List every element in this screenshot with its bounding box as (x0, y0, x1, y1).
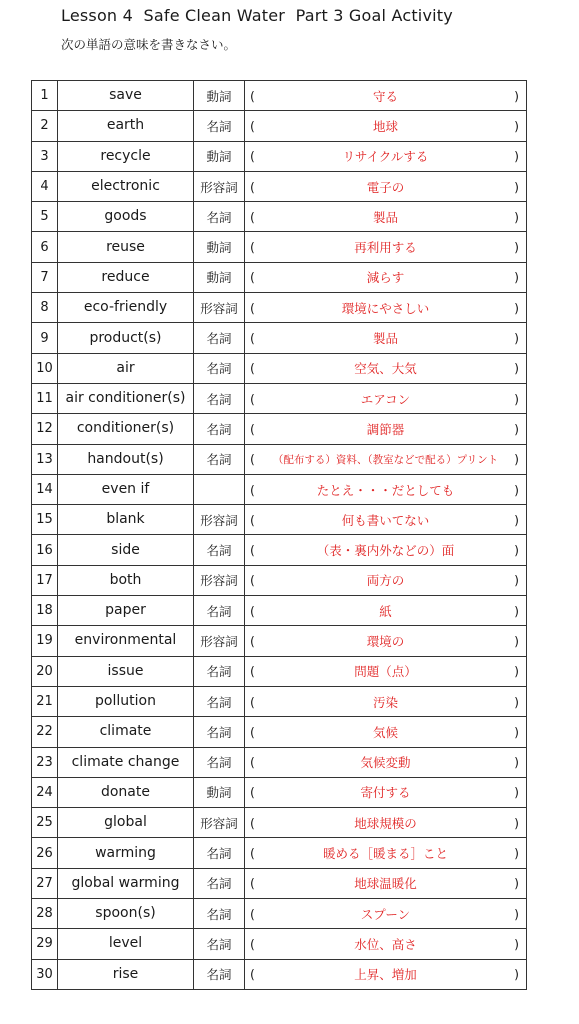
open-paren: ( (250, 360, 255, 376)
part-of-speech: 形容詞 (194, 626, 245, 656)
open-paren: ( (250, 451, 255, 467)
english-word: both (58, 565, 194, 595)
english-word: climate (58, 717, 194, 747)
open-paren: ( (250, 603, 255, 619)
meaning-cell (245, 414, 527, 444)
meaning-cell (245, 111, 527, 141)
open-paren: ( (250, 875, 255, 891)
open-paren: ( (250, 179, 255, 195)
english-word: conditioner(s) (58, 414, 194, 444)
japanese-meaning: 地球 (372, 118, 398, 134)
part-of-speech: 形容詞 (194, 171, 245, 201)
japanese-meaning: 守る (372, 88, 398, 104)
english-word: rise (58, 959, 194, 989)
part-of-speech: 形容詞 (194, 505, 245, 535)
part-of-speech: 名詞 (194, 717, 245, 747)
row-number: 30 (32, 959, 58, 989)
close-paren: ) (514, 845, 519, 861)
japanese-meaning: 両方の (366, 573, 405, 589)
table-row (32, 444, 527, 474)
english-word: reduce (58, 262, 194, 292)
table-row (32, 929, 527, 959)
english-word: air conditioner(s) (58, 383, 194, 413)
table-row (32, 353, 527, 383)
japanese-meaning: 汚染 (372, 694, 398, 710)
part-of-speech: 名詞 (194, 353, 245, 383)
table-row (32, 686, 527, 716)
english-word: reuse (58, 232, 194, 262)
row-number: 24 (32, 777, 58, 807)
open-paren: ( (250, 209, 255, 225)
part-of-speech: 形容詞 (194, 565, 245, 595)
close-paren: ) (514, 360, 519, 376)
table-row (32, 262, 527, 292)
english-word: product(s) (58, 323, 194, 353)
english-word: pollution (58, 686, 194, 716)
english-word: eco-friendly (58, 293, 194, 323)
english-word: save (58, 81, 194, 111)
table-row (32, 535, 527, 565)
meaning-cell (245, 868, 527, 898)
close-paren: ) (514, 512, 519, 528)
open-paren: ( (250, 966, 255, 982)
vocabulary-table (31, 80, 527, 990)
japanese-meaning: 空気、大気 (354, 361, 417, 377)
table-row (32, 323, 527, 353)
close-paren: ) (514, 300, 519, 316)
part-of-speech (194, 474, 245, 504)
japanese-meaning: （表・裏内外などの）面 (316, 543, 455, 559)
close-paren: ) (514, 88, 519, 104)
open-paren: ( (250, 482, 255, 497)
english-word: electronic (58, 171, 194, 201)
open-paren: ( (250, 512, 255, 528)
open-paren: ( (250, 754, 255, 770)
open-paren: ( (250, 815, 255, 831)
open-paren: ( (250, 148, 255, 164)
close-paren: ) (514, 209, 519, 225)
close-paren: ) (514, 906, 519, 922)
close-paren: ) (514, 330, 519, 346)
table-row (32, 141, 527, 171)
close-paren: ) (514, 179, 519, 195)
close-paren: ) (514, 572, 519, 588)
row-number: 9 (32, 323, 58, 353)
table-row (32, 202, 527, 232)
japanese-meaning: （配布する）資料、（教室などで配る）プリント (272, 454, 499, 467)
row-number: 8 (32, 293, 58, 323)
english-word: even if (58, 474, 194, 504)
english-word: level (58, 929, 194, 959)
meaning-cell (245, 505, 527, 535)
row-number: 16 (32, 535, 58, 565)
english-word: environmental (58, 626, 194, 656)
row-number: 19 (32, 626, 58, 656)
english-word: global warming (58, 868, 194, 898)
meaning-cell (245, 959, 527, 989)
meaning-cell (245, 717, 527, 747)
open-paren: ( (250, 118, 255, 134)
open-paren: ( (250, 724, 255, 740)
row-number: 3 (32, 141, 58, 171)
japanese-meaning: エアコン (360, 391, 411, 407)
meaning-cell (245, 899, 527, 929)
close-paren: ) (514, 966, 519, 982)
english-word: handout(s) (58, 444, 194, 474)
row-number: 23 (32, 747, 58, 777)
open-paren: ( (250, 936, 255, 952)
meaning-cell (245, 353, 527, 383)
open-paren: ( (250, 239, 255, 255)
open-paren: ( (250, 784, 255, 800)
open-paren: ( (250, 694, 255, 710)
meaning-cell (245, 929, 527, 959)
row-number: 7 (32, 262, 58, 292)
meaning-cell (245, 171, 527, 201)
table-row (32, 81, 527, 111)
table-row (32, 717, 527, 747)
part-of-speech: 名詞 (194, 596, 245, 626)
part-of-speech: 形容詞 (194, 293, 245, 323)
english-word: air (58, 353, 194, 383)
english-word: issue (58, 656, 194, 686)
meaning-cell (245, 747, 527, 777)
row-number: 12 (32, 414, 58, 444)
table-row (32, 474, 527, 504)
row-number: 28 (32, 899, 58, 929)
english-word: donate (58, 777, 194, 807)
meaning-cell (245, 686, 527, 716)
meaning-cell (245, 565, 527, 595)
close-paren: ) (514, 633, 519, 649)
part-of-speech: 名詞 (194, 899, 245, 929)
japanese-meaning: たとえ・・・だとしても (316, 482, 455, 498)
open-paren: ( (250, 845, 255, 861)
japanese-meaning: 紙 (379, 603, 392, 619)
part-of-speech: 動詞 (194, 141, 245, 171)
close-paren: ) (514, 694, 519, 710)
row-number: 15 (32, 505, 58, 535)
part-of-speech: 名詞 (194, 686, 245, 716)
part-of-speech: 名詞 (194, 323, 245, 353)
row-number: 14 (32, 474, 58, 504)
close-paren: ) (514, 148, 519, 164)
table-row (32, 383, 527, 413)
english-word: recycle (58, 141, 194, 171)
part-of-speech: 名詞 (194, 202, 245, 232)
japanese-meaning: 製品 (372, 331, 398, 347)
close-paren: ) (514, 542, 519, 558)
close-paren: ) (514, 391, 519, 407)
open-paren: ( (250, 663, 255, 679)
part-of-speech: 動詞 (194, 81, 245, 111)
row-number: 17 (32, 565, 58, 595)
close-paren: ) (514, 603, 519, 619)
japanese-meaning: リサイクルする (342, 149, 429, 165)
row-number: 1 (32, 81, 58, 111)
row-number: 2 (32, 111, 58, 141)
meaning-cell (245, 232, 527, 262)
close-paren: ) (514, 239, 519, 255)
japanese-meaning: 製品 (372, 209, 398, 225)
part-of-speech: 名詞 (194, 929, 245, 959)
table-row (32, 111, 527, 141)
row-number: 22 (32, 717, 58, 747)
open-paren: ( (250, 391, 255, 407)
meaning-cell (245, 293, 527, 323)
meaning-cell (245, 141, 527, 171)
english-word: blank (58, 505, 194, 535)
close-paren: ) (514, 663, 519, 679)
table-row (32, 899, 527, 929)
row-number: 18 (32, 596, 58, 626)
part-of-speech: 名詞 (194, 444, 245, 474)
table-row (32, 777, 527, 807)
page-title: Lesson 4 Safe Clean Water Part 3 Goal Activity (61, 6, 453, 25)
japanese-meaning: 環境にやさしい (341, 300, 430, 316)
row-number: 5 (32, 202, 58, 232)
table-row (32, 596, 527, 626)
english-word: earth (58, 111, 194, 141)
open-paren: ( (250, 542, 255, 558)
close-paren: ) (514, 482, 519, 497)
part-of-speech: 動詞 (194, 262, 245, 292)
close-paren: ) (514, 451, 519, 467)
row-number: 13 (32, 444, 58, 474)
table-row (32, 626, 527, 656)
open-paren: ( (250, 633, 255, 649)
instruction-text: 次の単語の意味を書きなさい。 (61, 37, 237, 52)
part-of-speech: 名詞 (194, 656, 245, 686)
japanese-meaning: スプーン (360, 906, 411, 922)
row-number: 20 (32, 656, 58, 686)
table-row (32, 565, 527, 595)
table-row (32, 171, 527, 201)
japanese-meaning: 気候 (372, 724, 398, 740)
japanese-meaning: 上昇、増加 (354, 967, 417, 983)
japanese-meaning: 再利用する (354, 240, 417, 256)
japanese-meaning: 地球規模の (354, 815, 417, 831)
japanese-meaning: 環境の (366, 633, 405, 649)
table-row (32, 868, 527, 898)
open-paren: ( (250, 300, 255, 316)
table-row (32, 747, 527, 777)
table-row (32, 293, 527, 323)
row-number: 27 (32, 868, 58, 898)
meaning-cell (245, 596, 527, 626)
close-paren: ) (514, 754, 519, 770)
japanese-meaning: 調節器 (366, 421, 405, 437)
english-word: spoon(s) (58, 899, 194, 929)
close-paren: ) (514, 875, 519, 891)
table-row (32, 808, 527, 838)
japanese-meaning: 電子の (366, 179, 405, 195)
row-number: 29 (32, 929, 58, 959)
close-paren: ) (514, 724, 519, 740)
open-paren: ( (250, 421, 255, 437)
close-paren: ) (514, 421, 519, 437)
open-paren: ( (250, 88, 255, 104)
part-of-speech: 名詞 (194, 111, 245, 141)
part-of-speech: 名詞 (194, 747, 245, 777)
row-number: 4 (32, 171, 58, 201)
meaning-cell (245, 535, 527, 565)
japanese-meaning: 気候変動 (360, 755, 411, 771)
close-paren: ) (514, 815, 519, 831)
english-word: side (58, 535, 194, 565)
table-row (32, 414, 527, 444)
japanese-meaning: 地球温暖化 (354, 876, 417, 892)
table-row (32, 838, 527, 868)
row-number: 25 (32, 808, 58, 838)
japanese-meaning: 暖める［暖まる］こと (322, 846, 448, 862)
meaning-cell (245, 383, 527, 413)
meaning-cell (245, 474, 527, 504)
english-word: goods (58, 202, 194, 232)
table-row (32, 656, 527, 686)
meaning-cell (245, 81, 527, 111)
part-of-speech: 名詞 (194, 838, 245, 868)
meaning-cell (245, 323, 527, 353)
table-row (32, 505, 527, 535)
part-of-speech: 名詞 (194, 383, 245, 413)
english-word: warming (58, 838, 194, 868)
part-of-speech: 名詞 (194, 535, 245, 565)
open-paren: ( (250, 572, 255, 588)
japanese-meaning: 寄付する (360, 785, 411, 801)
part-of-speech: 名詞 (194, 868, 245, 898)
meaning-cell (245, 656, 527, 686)
close-paren: ) (514, 118, 519, 134)
open-paren: ( (250, 906, 255, 922)
row-number: 21 (32, 686, 58, 716)
japanese-meaning: 問題（点） (354, 664, 417, 680)
meaning-cell (245, 777, 527, 807)
open-paren: ( (250, 269, 255, 285)
part-of-speech: 動詞 (194, 777, 245, 807)
row-number: 10 (32, 353, 58, 383)
meaning-cell (245, 202, 527, 232)
meaning-cell (245, 626, 527, 656)
meaning-cell (245, 808, 527, 838)
close-paren: ) (514, 936, 519, 952)
table-row (32, 959, 527, 989)
part-of-speech: 名詞 (194, 959, 245, 989)
part-of-speech: 名詞 (194, 414, 245, 444)
table-row (32, 232, 527, 262)
japanese-meaning: 減らす (366, 270, 405, 286)
part-of-speech: 形容詞 (194, 808, 245, 838)
row-number: 6 (32, 232, 58, 262)
part-of-speech: 動詞 (194, 232, 245, 262)
row-number: 11 (32, 383, 58, 413)
close-paren: ) (514, 269, 519, 285)
row-number: 26 (32, 838, 58, 868)
english-word: climate change (58, 747, 194, 777)
english-word: paper (58, 596, 194, 626)
open-paren: ( (250, 330, 255, 346)
japanese-meaning: 何も書いてない (341, 512, 430, 528)
meaning-cell (245, 262, 527, 292)
close-paren: ) (514, 784, 519, 800)
meaning-cell (245, 838, 527, 868)
meaning-cell (245, 444, 527, 474)
english-word: global (58, 808, 194, 838)
japanese-meaning: 水位、高さ (354, 936, 417, 952)
